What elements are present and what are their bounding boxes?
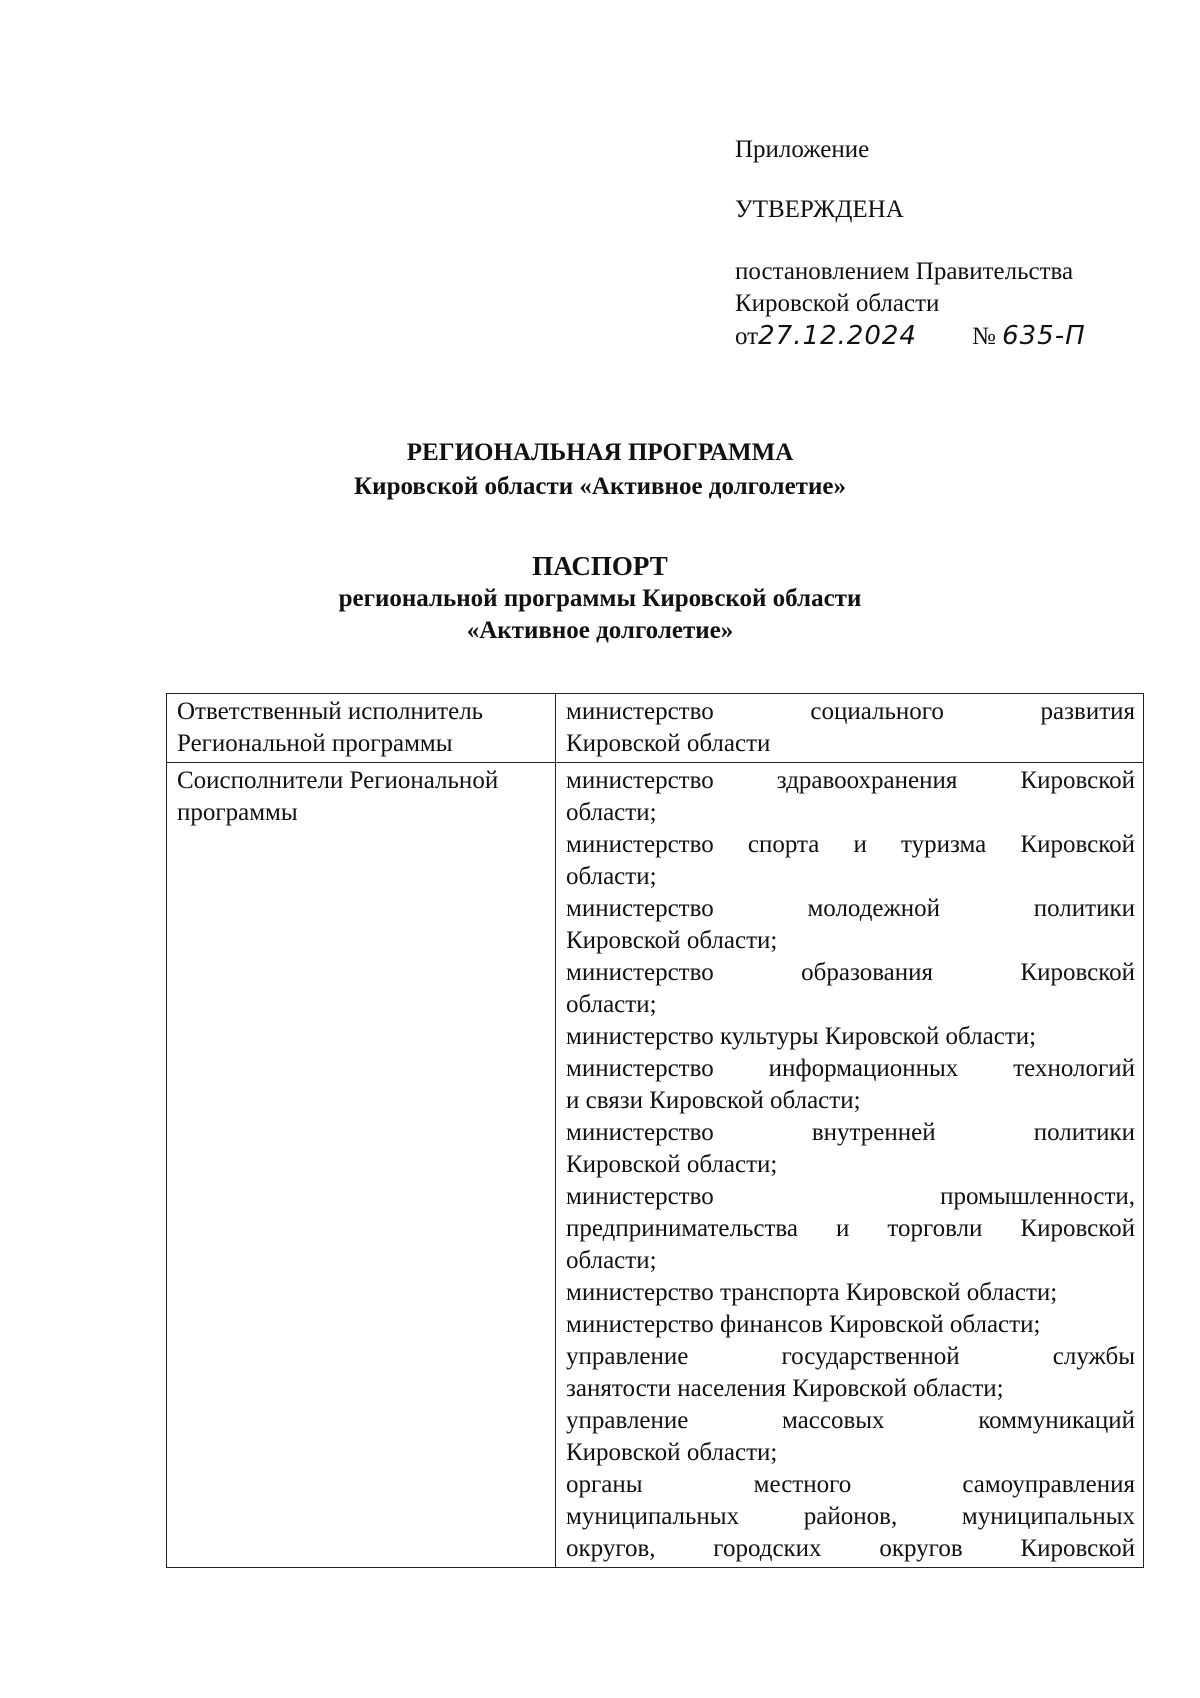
row-value-line: министерство промышленности, — [566, 1183, 1135, 1210]
row-value-line: предпринимательства и торговли Кировской — [566, 1215, 1135, 1242]
row-value-line: области; — [566, 991, 657, 1018]
date-prefix: от — [735, 323, 759, 350]
row-value-line: министерство здравоохранения Кировской — [566, 767, 1135, 794]
row-value-line: министерство транспорта Кировской области; — [566, 1279, 1058, 1306]
row-value-line: управление государственной службы — [566, 1343, 1135, 1370]
row-value-line: министерство молодежной политики — [566, 895, 1135, 922]
row-label-line: Ответственный исполнитель — [177, 698, 484, 725]
table-row — [167, 763, 1144, 1568]
row-value-line: министерство финансов Кировской области; — [566, 1311, 1041, 1338]
row-label-cell — [167, 694, 556, 763]
row-value-line: и связи Кировской области; — [566, 1087, 861, 1114]
row-value-line: Кировской области; — [566, 927, 778, 954]
row-value-line: области; — [566, 1247, 657, 1274]
row-label-line: Соисполнители Региональной — [177, 767, 499, 794]
decree-number: 635-П — [1002, 321, 1086, 351]
row-value-line: области; — [566, 863, 657, 890]
row-value-line: муниципальных районов, муниципальных — [566, 1503, 1135, 1530]
decree-line-2: Кировской области — [735, 290, 940, 317]
row-value-line: министерство информационных технологий — [566, 1055, 1135, 1082]
passport-line-1: региональной программы Кировской области — [338, 585, 862, 612]
passport-table — [166, 693, 1144, 1568]
row-label-line: Региональной программы — [177, 730, 453, 757]
appendix-label: Приложение — [735, 136, 870, 163]
row-value-cell — [556, 694, 1144, 763]
row-value-line: министерство социального развития — [566, 698, 1135, 725]
approval-block — [735, 134, 1086, 353]
row-value-cell — [556, 763, 1144, 1568]
row-value-line: министерство образования Кировской — [566, 959, 1135, 986]
row-value-line: органы местного самоуправления — [566, 1471, 1135, 1498]
decree-line-1: постановлением Правительства — [735, 258, 1074, 285]
decree-date: 27.12.2024 — [758, 321, 917, 351]
passport-line-2: «Активное долголетие» — [466, 617, 734, 644]
approved-label: УТВЕРЖДЕНА — [735, 196, 904, 223]
passport-title — [0, 549, 1200, 647]
row-value-line: министерство внутренней политики — [566, 1119, 1135, 1146]
number-prefix: № — [971, 323, 996, 350]
program-title — [0, 436, 1200, 504]
row-value-line: округов, городских округов Кировской — [566, 1535, 1135, 1562]
decree-date-number — [735, 320, 1086, 353]
row-value-line: занятости населения Кировской области; — [566, 1375, 1004, 1402]
row-label-cell — [167, 763, 556, 1568]
row-value-line: управление массовых коммуникаций — [566, 1407, 1135, 1434]
row-value-line: Кировской области; — [566, 1151, 778, 1178]
row-value-line: Кировской области — [566, 730, 771, 757]
program-title-line-1: РЕГИОНАЛЬНАЯ ПРОГРАММА — [406, 439, 794, 466]
row-value-line: министерство культуры Кировской области; — [566, 1023, 1037, 1050]
program-title-line-2: Кировской области «Активное долголетие» — [354, 473, 846, 500]
row-value-line: Кировской области; — [566, 1439, 778, 1466]
row-value-line: области; — [566, 799, 657, 826]
table-row — [167, 694, 1144, 763]
row-label-line: программы — [177, 799, 298, 826]
row-value-line: министерство спорта и туризма Кировской — [566, 831, 1135, 858]
passport-heading: ПАСПОРТ — [532, 551, 668, 581]
